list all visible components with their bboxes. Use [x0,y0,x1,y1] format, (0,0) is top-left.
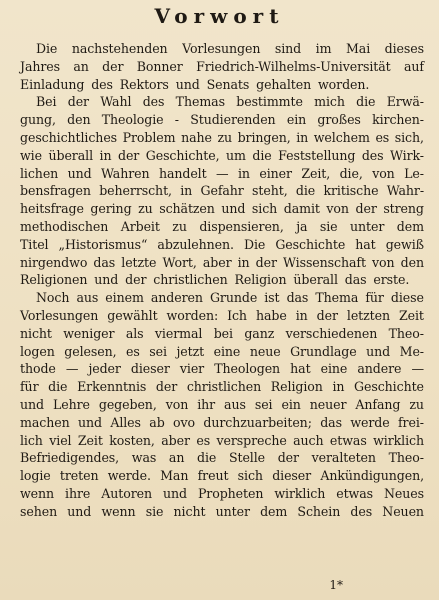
body-text [20,40,424,521]
text-line: für die Erkenntnis der christlichen Religion in Geschichte [20,379,424,395]
text-line: Bei der Wahl des Themas bestimmte mich die Erwä- [36,94,424,110]
text-line: und Lehre gegeben, von ihr aus sei ein neuer Anfang zu [20,396,424,412]
paragraph [20,289,424,520]
text-line: bensfragen beherrscht, in Gefahr steht, die kritische Wahr- [20,183,424,199]
text-line: heitsfrage gering zu schätzen und sich damit von der streng [20,201,424,217]
page-title: Vorwort [154,4,285,28]
text-line: Titel „Historismus“ abzulehnen. Die Geschichte hat gewiß [20,236,424,252]
text-line: thode — jeder dieser vier Theologen hat eine andere — [20,361,424,377]
text-line: machen und Alles ab ovo durchzuarbeiten; das werde frei- [20,414,424,430]
text-line: Vorlesungen gewählt worden: Ich habe in der letzten Zeit [20,307,424,323]
text-line: geschichtliches Problem nahe zu bringen, in welchem es sich, [20,129,424,145]
text-line: Befriedigendes, was an die Stelle der veralteten Theo- [20,450,424,466]
text-line: wie überall in der Geschichte, um die Feststellung des Wirk- [20,147,424,163]
text-line: wenn ihre Autoren und Propheten wirklich etwas Neues [20,485,424,501]
text-line: lich viel Zeit kosten, aber es verspreche auch etwas wirklich [20,432,424,448]
text-line: logie treten werde. Man freut sich dieser Ankündigungen, [20,468,424,484]
text-line: nicht weniger als viermal bei ganz verschiedenen Theo- [20,325,424,341]
text-line: Noch aus einem anderen Grunde ist das Thema für diese [36,290,424,306]
paragraph [20,93,424,289]
text-line: Religionen und der christlichen Religion überall das erste. [20,272,410,288]
text-line: gung, den Theologie - Studierenden ein großes kirchen- [20,112,424,128]
text-line: sehen und wenn sie nicht unter dem Schein des Neuen [20,503,424,519]
text-line: Jahres an der Bonner Friedrich-Wilhelms-Universität auf [20,58,424,74]
text-line: lichen und Wahren handelt — in einer Zeit, die, von Le- [20,165,424,181]
text-line: logen gelesen, es sei jetzt eine neue Grundlage und Me- [20,343,424,359]
printer-signature: 1* [329,578,343,592]
text-line: Einladung des Rektors und Senats gehalten worden. [20,76,370,92]
paragraph [20,40,424,93]
text-line: nirgendwo das letzte Wort, aber in der Wissenschaft von den [20,254,424,270]
text-line: Die nachstehenden Vorlesungen sind im Mai dieses [36,41,424,56]
text-line: methodischen Arbeit zu dispensieren, ja sie unter dem [20,218,424,234]
